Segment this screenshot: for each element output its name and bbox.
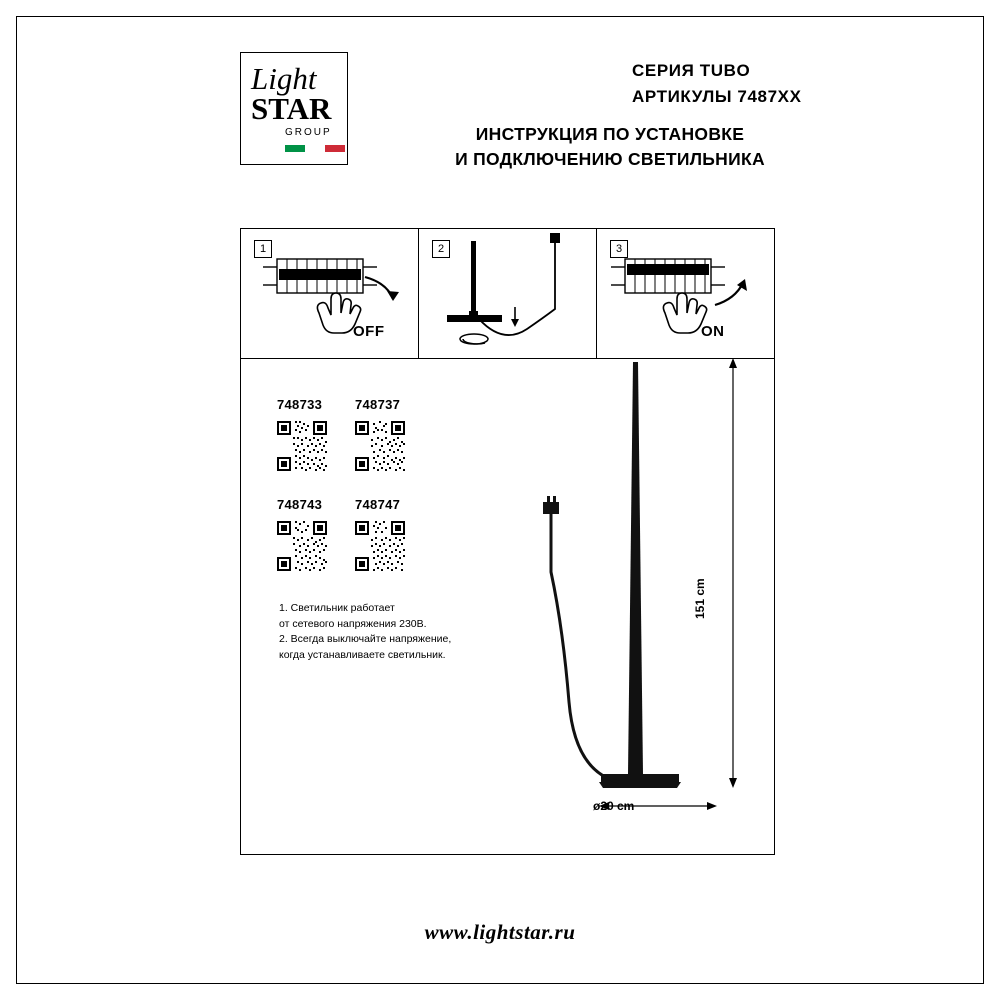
logo-group-text: GROUP (285, 127, 332, 138)
header (240, 52, 802, 182)
footer-website[interactable]: www.lightstar.ru (424, 920, 576, 944)
dimension-base-diameter: ø20 cm (593, 799, 635, 813)
instruction-line-1: ИНСТРУКЦИЯ ПО УСТАНОВКЕ (475, 124, 745, 144)
logo-star-text: STAR (251, 91, 332, 126)
step-1-label: OFF (353, 323, 385, 340)
qr-code-748743[interactable] (275, 519, 329, 573)
logo-light-text: Light (251, 61, 317, 96)
dimension-height: 151 cm (693, 578, 707, 619)
italy-flag-icon (285, 145, 345, 152)
step-1-number: 1 (254, 240, 272, 258)
step-3-number: 3 (610, 240, 628, 258)
instruction-title (440, 122, 780, 172)
note-line-2: от сетевого напряжения 230В. (279, 617, 427, 630)
notes-block (279, 601, 499, 663)
qr-code-748733[interactable] (275, 419, 329, 473)
step-2-number: 2 (432, 240, 450, 258)
note-line-4: когда устанавливаете светильник. (279, 648, 446, 661)
title-block (632, 58, 932, 110)
qr-label-748747: 748747 (355, 497, 401, 512)
product-drawing (491, 354, 771, 854)
brand-logo (240, 52, 348, 165)
qr-label-748733: 748733 (277, 397, 323, 412)
step-3 (597, 229, 774, 358)
step-2 (419, 229, 597, 358)
qr-code-748737[interactable] (353, 419, 407, 473)
note-line-3: 2. Всегда выключайте напряжение, (279, 633, 452, 645)
content-frame (240, 228, 775, 855)
qr-code-748747[interactable] (353, 519, 407, 573)
step-3-label: ON (701, 323, 725, 340)
note-line-1: 1. Светильник работает (279, 602, 395, 614)
qr-label-748737: 748737 (355, 397, 401, 412)
instruction-line-2: И ПОДКЛЮЧЕНИЮ СВЕТИЛЬНИКА (455, 149, 765, 169)
steps-row (241, 229, 774, 359)
article-title: АРТИКУЛЫ 7487ХХ (632, 87, 802, 106)
step-1 (241, 229, 419, 358)
series-title: СЕРИЯ TUBO (632, 61, 751, 80)
qr-label-748743: 748743 (277, 497, 323, 512)
